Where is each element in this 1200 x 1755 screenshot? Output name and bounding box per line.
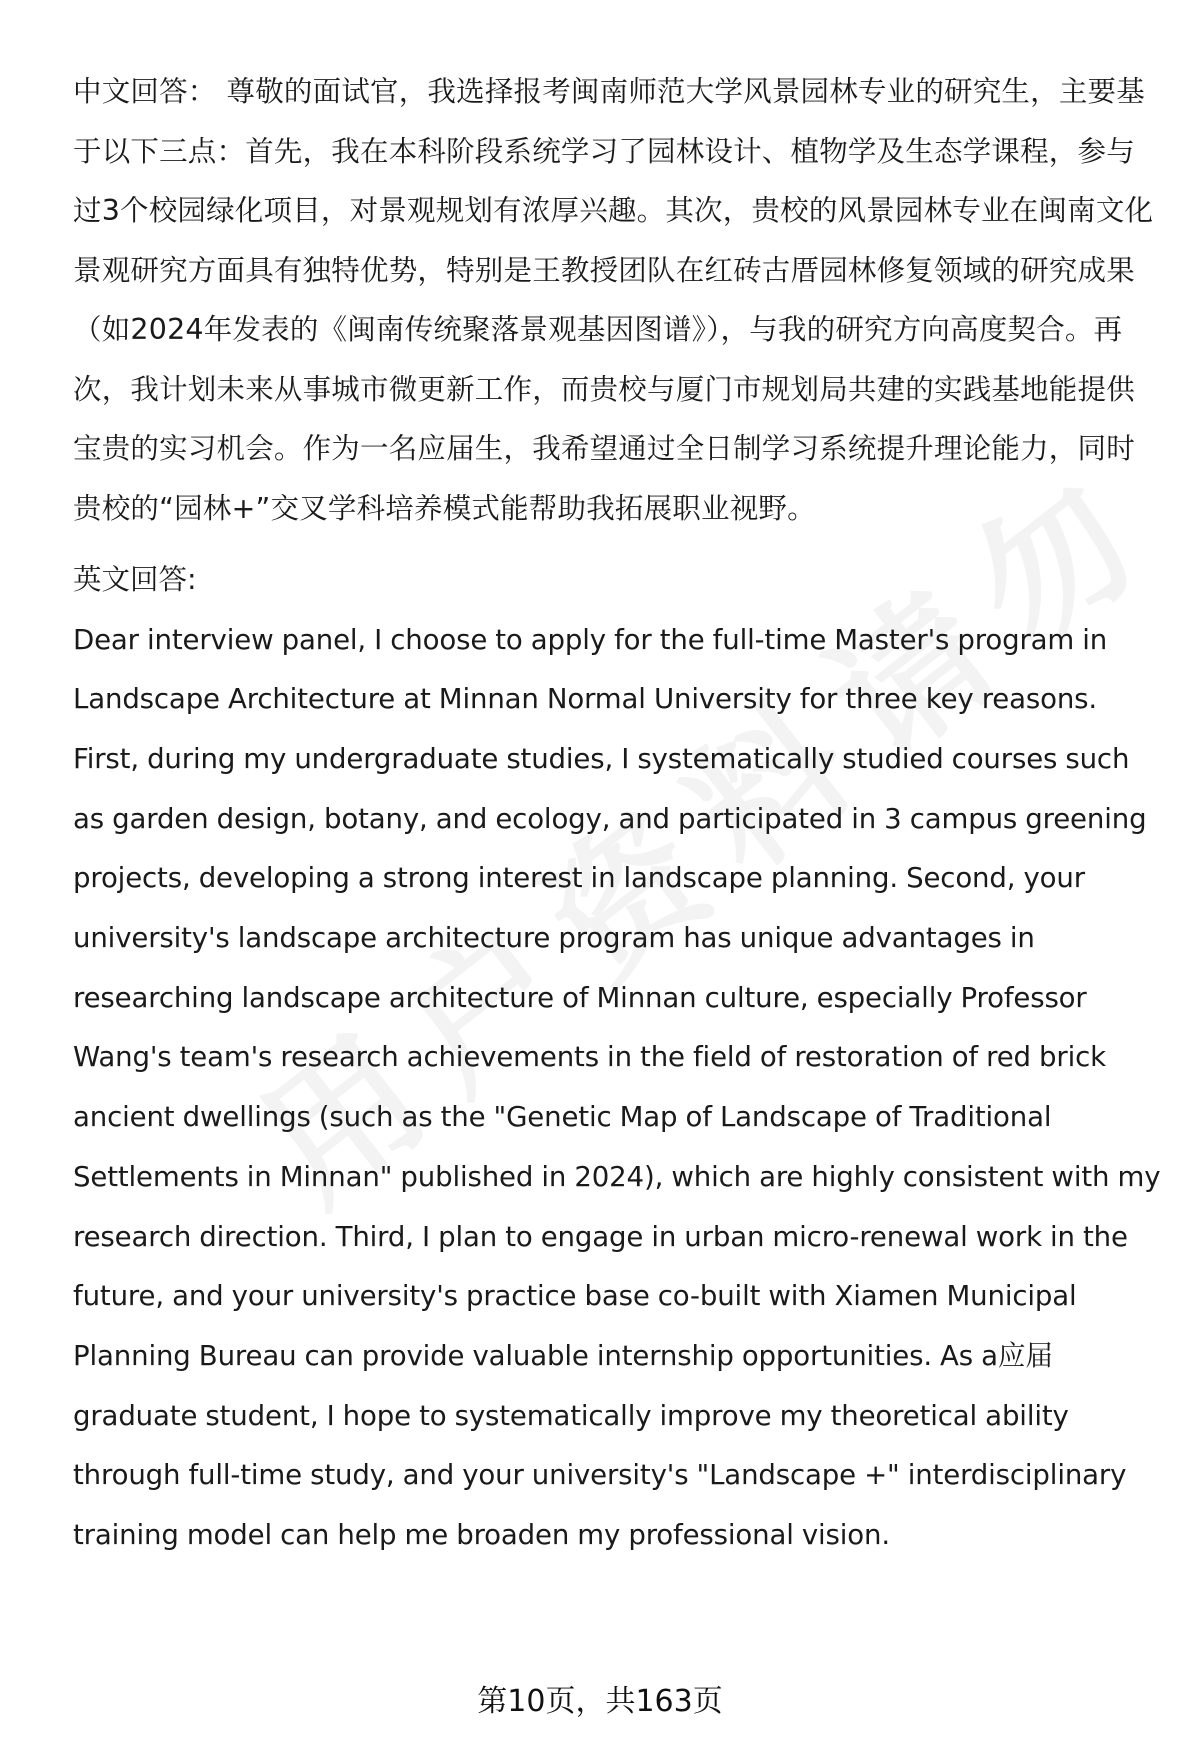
english-answer-label: 英文回答:: [73, 563, 197, 596]
chinese-answer-paragraph: [73, 62, 1163, 538]
chinese-answer-label: 中文回答：: [73, 75, 217, 108]
chinese-answer-text: 尊敬的面试官，我选择报考闽南师范大学风景园林专业的研究生，主要基于以下三点：首先，我在本科阶段系统学习了园林设计、植物学及生态学课程，参与过3个校园绿化项目，对景观规划有浓厚兴趣。其次，贵校的风景园林专业在闽南文化景观研究方面具有独特优势，特别是王教授团队在红砖古厝园林修复领域的研究成果（如2024年发表的《闽南传统聚落景观基因图谱》），与我的研究方向高度契合。再次，我计划未来从事城市微更新工作，而贵校与厦门市规划局共建的实践基地能提供宝贵的实习机会。作为一名应届生，我希望通过全日制学习系统提升理论能力，同时贵校的“园林+”交叉学科培养模式能帮助我拓展职业视野。: [73, 75, 1154, 525]
document-content: [73, 62, 1163, 1565]
page-number-footer: 第10页，共163页: [477, 1684, 723, 1719]
english-answer-text: Dear interview panel, I choose to apply for the full-time Master's program in Landscape Architecture at Minnan Normal University for three key reasons. First, during my undergraduate studies, I systematically studied courses such as garden design, botany, and ecology, and participated in 3 campus greening projects, developing a strong interest in landscape planning. Second, your university's landscape architecture program has unique advantages in researching landscape architecture of Minnan culture, especially Professor Wang's team's research achievements in the field of restoration of red brick ancient dwellings (such as the "Genetic Map of Landscape of Traditional Settlements in Minnan" published in 2024), which are highly consistent with my research direction. Third, I plan to engage in urban micro-renewal work in the future, and your university's practice base co-built with Xiamen Municipal Planning Bureau can provide valuable internship opportunities. As a应届 graduate student, I hope to systematically improve my theoretical ability through full-time study, and your university's "Landscape +" interdisciplinary training model can help me broaden my professional vision.: [73, 622, 1161, 1552]
